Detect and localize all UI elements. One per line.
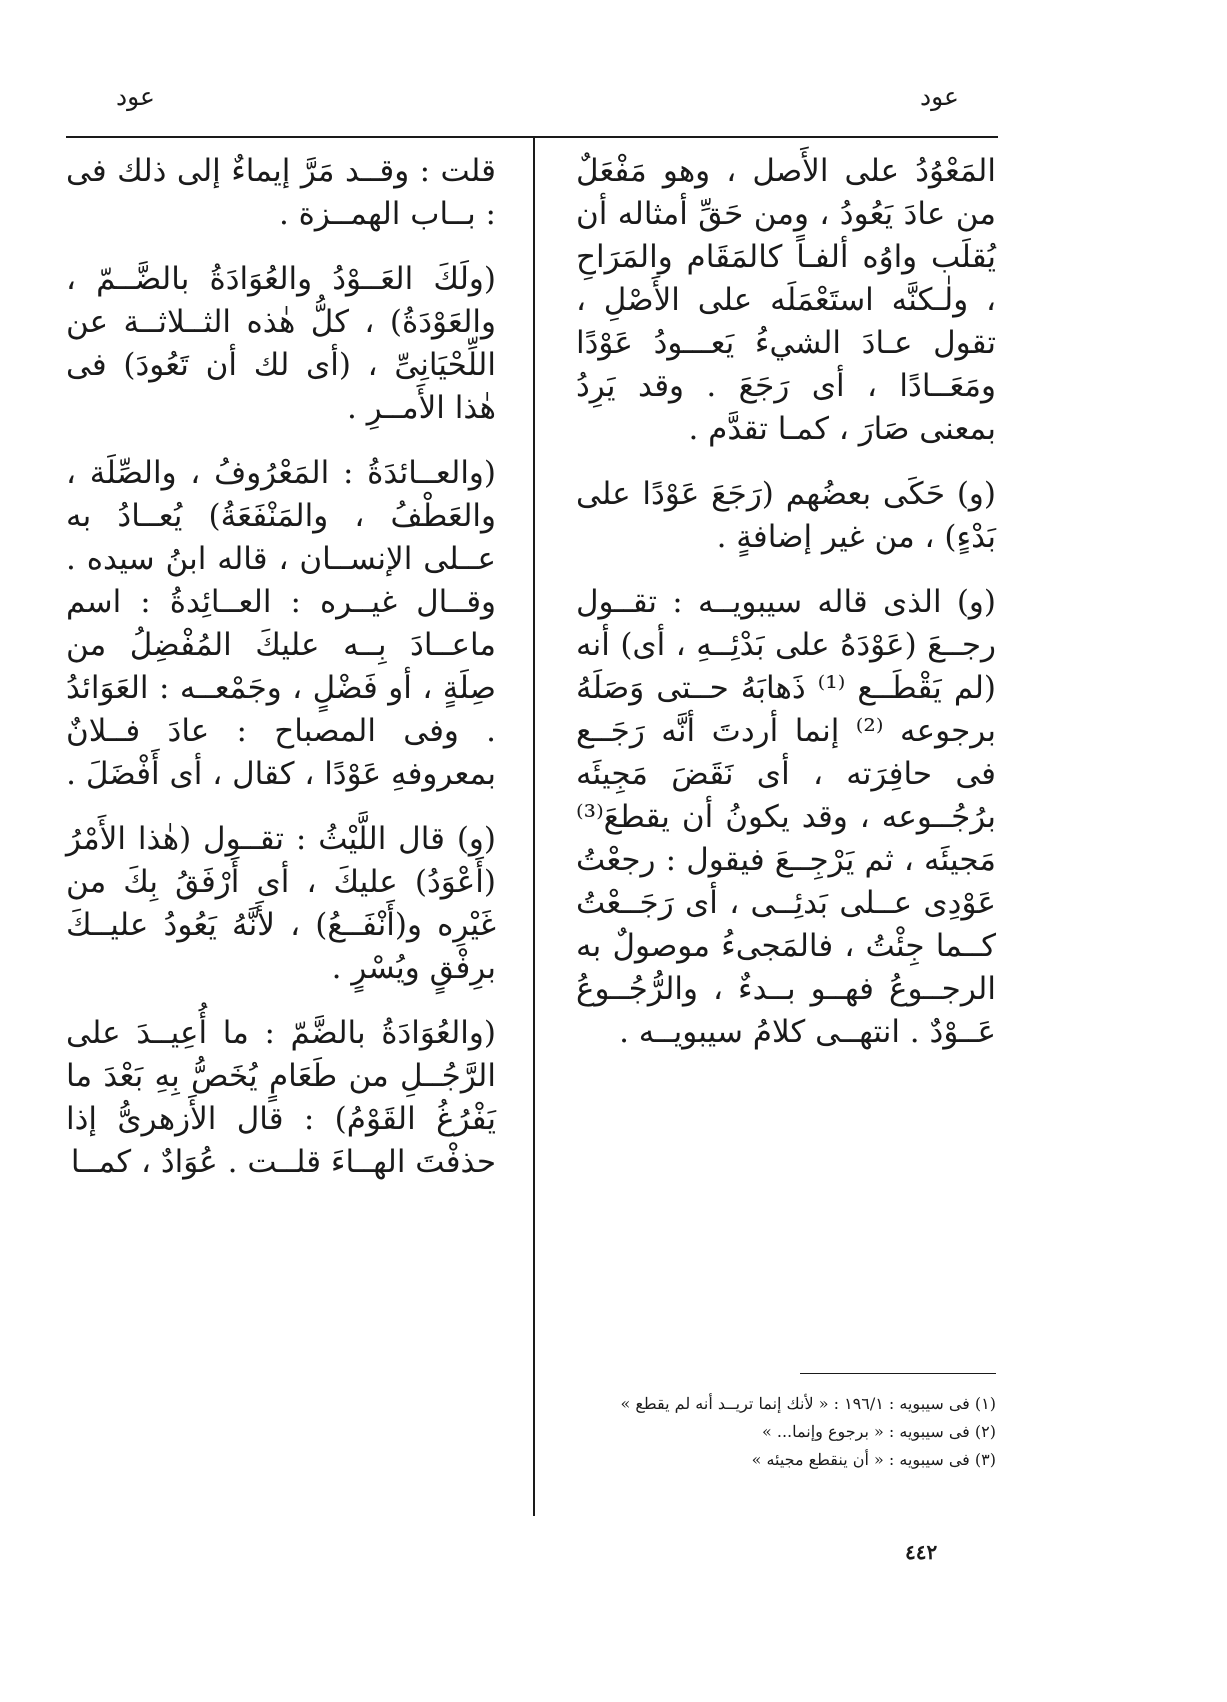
header-rule-right bbox=[536, 136, 998, 138]
footnote: (٢) فى سيبويه : « برجوع وإنما... » bbox=[762, 1422, 996, 1441]
paragraph: (ولَكَ العَــوْدُ والعُوَادَةُ بالضَّــمّ ، والعَوْدَةُ) ، كلُّ هٰذه الثــلاثــة عن اللِّحْيَانِىِّ ، (أى لك أن تَعُودَ) فى هٰذا الأَمــرِ . bbox=[66, 261, 496, 426]
header-rule-left bbox=[66, 136, 536, 138]
running-head-left: عود bbox=[116, 82, 155, 111]
footnote: (٣) فى سيبويه : « أن ينقطع مجيئه » bbox=[751, 1450, 996, 1469]
running-head-right: عود bbox=[920, 82, 959, 111]
footnote: (١) فى سيبويه : ١٩٦/١ : « لأنك إنما تريــد أنه لم يقطع » bbox=[620, 1394, 996, 1413]
paragraph: (والعُوَادَةُ بالضَّمّ : ما أُعِيــدَ على الرَّجُــلِ من طَعَامٍ يُخَصُّ بِهِ بَعْدَ ما يَفْرُغُ القَوْمُ) : قال الأَزهرىُّ إذا حذفْتَ الهــاءَ قلــت . عُوَادٌ ، كمــا bbox=[66, 1015, 496, 1180]
right-column bbox=[576, 150, 996, 1076]
page-number: ٤٤٢ bbox=[905, 1540, 938, 1564]
paragraph: (والعــائدَةُ : المَعْرُوفُ ، والصِّلَة ، والعَطْفُ ، والمَنْفَعَةُ) يُعــادُ به عــلى الإنســان ، قاله ابنُ سيده . وقــال غيــره : العــائِدةُ : اسم ماعــادَ بِــه عليكَ المُفْضِلُ من صِلَةٍ ، أو فَضْلٍ ، وجَمْعــه : العَوَائدُ . وفى المصباح : عادَ فــلانٌ بمعروفهِ عَوْدًا ، كقال ، أى أَفْضَلَ . bbox=[66, 455, 496, 792]
footnotes bbox=[576, 1390, 996, 1474]
paragraph: (و) حَكَى بعضُهم (رَجَعَ عَوْدًا على بَدْءٍ) ، من غير إضافةٍ . bbox=[576, 476, 996, 555]
left-column bbox=[66, 150, 496, 1206]
paragraph: قلت : وقــد مَرَّ إيماءٌ إلى ذلك فى : بــاب الهمــزة . bbox=[66, 153, 496, 232]
footnote-rule bbox=[800, 1373, 996, 1374]
paragraph: (و) قال اللَّيْثُ : تقــول (هٰذا الأَمْرُ (أَعْوَدُ) عليكَ ، أى أَرْفَقُ بِكَ من غَيْرِه و(أَنْفَــعُ) ، لأَنَّهُ يَعُودُ عليــكَ برِفْقٍ ويُسْرٍ . bbox=[66, 821, 496, 986]
paragraph: المَعْوُدُ على الأَصل ، وهو مَفْعَلٌ من عادَ يَعُودُ ، ومن حَقِّ أمثاله أن يُقلَب واوُه ألفـاً كالمَقَام والمَرَاحِ ، ولٰـكنَّه استَعْمَلَه على الأَصْلِ ، تقول عـادَ الشيءُ يَعـــودُ عَوْدًا ومَعَــادًا ، أى رَجَعَ . وقد يَرِدُ بمعنى صَارَ ، كمـا تقدَّم . bbox=[576, 153, 996, 447]
paragraph: (و) الذى قاله سيبويــه : تقــول رجــعَ (عَوْدَهُ على بَدْئِــهِ ، أى) أنه (لم يَقْطَــع ⁽¹⁾ ذَهابَهُ حــتى وَصَلَهُ برجوعه ⁽²⁾ إنما أردتَ أنَّه رَجَــع فى حافِرَته ، أى نَقَضَ مَجِيئَه برُجُــوعه ، وقد يكونُ أن يقطعَ⁽³⁾ مَجيئَه ، ثم يَرْجِــعَ فيقول : رجعْتُ عَوْدِى عــلى بَدئِــى ، أى رَجَــعْتُ كــما جِئْتُ ، فالمَجىءُ موصولٌ به الرجــوعُ فهــو بــدءٌ ، والرُّجُــوعُ عَــوْدٌ . انتهــى كلامُ سيبويــه . bbox=[576, 584, 996, 1050]
column-divider bbox=[533, 136, 535, 1516]
